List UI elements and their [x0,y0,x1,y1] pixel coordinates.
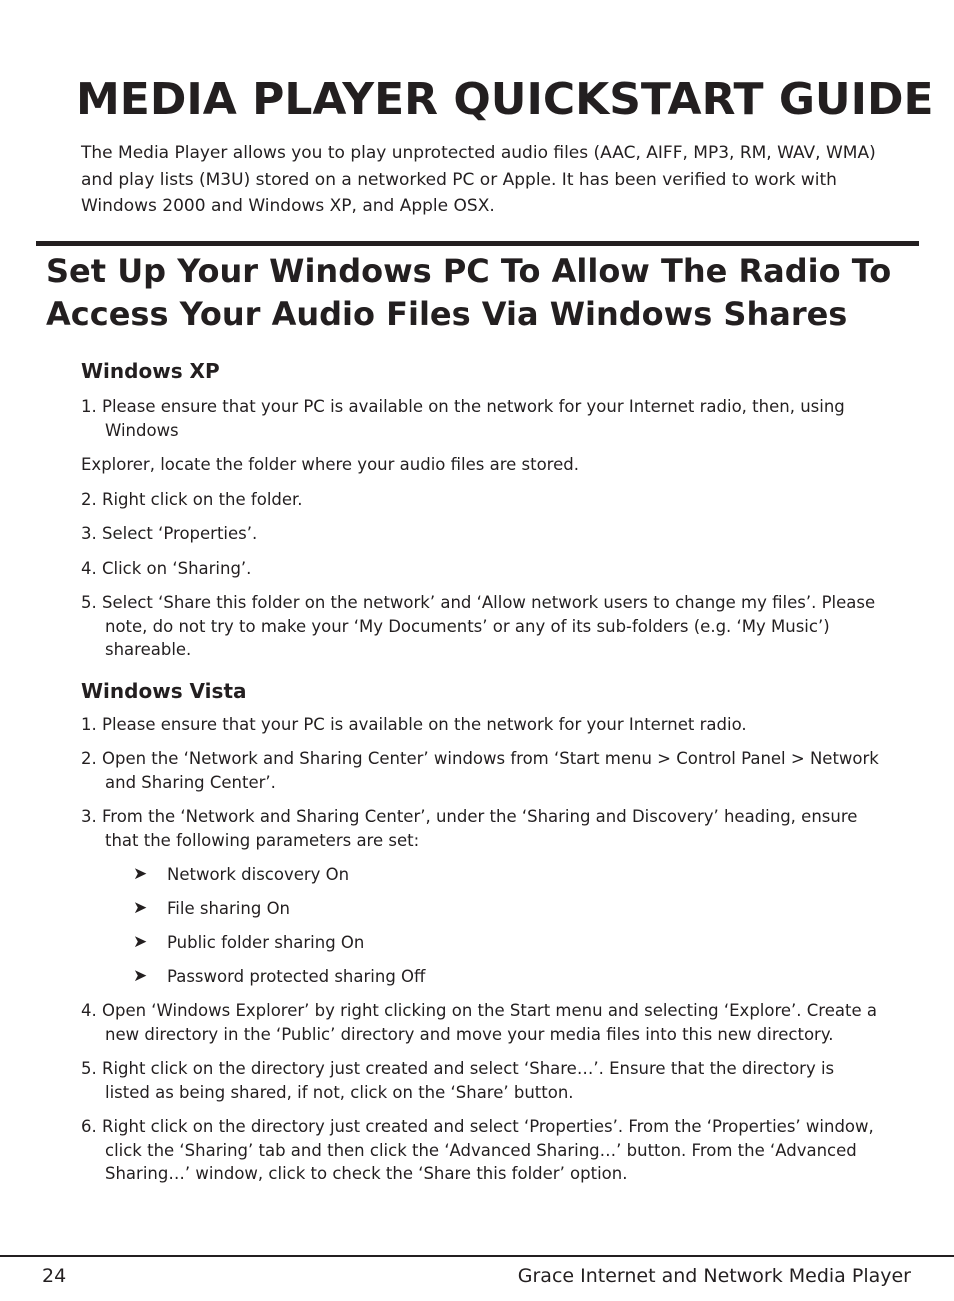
arrow-bullet-icon: ➤ [133,864,148,884]
intro-paragraph: The Media Player allows you to play unprotected audio files (AAC, AIFF, MP3, RM, WAV, WMA) and play lists (M3U) stored on a networked PC or Apple. It has been verified to work with Windows 2000 and Windows XP, and Apple OSX. [81,143,876,216]
vista-step-1: 1. Please ensure that your PC is available on the network for your Internet radio. [81,714,747,734]
section-title: Set Up Your Windows PC To Allow The Radio To Access Your Audio Files Via Windows Shares [46,252,892,333]
page-title: MEDIA PLAYER QUICKSTART GUIDE [76,74,934,125]
vista-step-5: 5. Right click on the directory just created and select ‘Share…’. Ensure that the directory is listed as being shared, if not, click on the ‘Share’ button. [81,1059,835,1102]
vista-step-6: 6. Right click on the directory just created and select ‘Properties’. From the ‘Properties’ window, click the ‘Sharing’ tab and then click the ‘Advanced Sharing…’ button. From the ‘Advanced Sharing…’ window, click to check the ‘Share this folder’ option. [81,1117,874,1183]
sharing-parameters-list [81,863,881,989]
list-item [81,897,881,921]
list-item [81,965,881,989]
content-body [81,356,881,1197]
list-item [81,863,881,887]
bullet-text: Network discovery On [167,865,350,884]
xp-step-1-cont: Explorer, locate the folder where your audio files are stored. [81,455,579,474]
footer-title: Grace Internet and Network Media Player [517,1265,911,1287]
bullet-text: File sharing On [167,899,291,918]
vista-step-2: 2. Open the ‘Network and Sharing Center’ windows from ‘Start menu > Control Panel > Network and Sharing Center’. [81,749,879,792]
xp-step-3: 3. Select ‘Properties’. [81,524,258,543]
page-number: 24 [42,1265,67,1287]
arrow-bullet-icon: ➤ [133,932,148,952]
xp-step-4: 4. Click on ‘Sharing’. [81,558,252,578]
bullet-text: Public folder sharing On [167,933,365,952]
arrow-bullet-icon: ➤ [133,966,148,986]
windows-xp-heading: Windows XP [81,359,220,383]
vista-step-3: 3. From the ‘Network and Sharing Center’, under the ‘Sharing and Discovery’ heading, ensure that the following parameters are set: [81,807,858,850]
arrow-bullet-icon: ➤ [133,898,148,918]
list-item [81,931,881,955]
xp-step-1: 1. Please ensure that your PC is available on the network for your Internet radio, then, using Windows [81,397,845,440]
bullet-text: Password protected sharing Off [167,967,426,986]
xp-step-5: 5. Select ‘Share this folder on the network’ and ‘Allow network users to change my files’. Please note, do not try to make your ‘My Documents’ or any of its sub-folders (e.g. ‘My Music’) shareable. [81,593,876,659]
xp-step-2: 2. Right click on the folder. [81,489,303,509]
vista-step-4: 4. Open ‘Windows Explorer’ by right clicking on the Start menu and selecting ‘Explore’. Create a new directory in the ‘Public’ directory and move your media files into this new directory. [81,1001,877,1044]
footer-divider [0,1255,954,1257]
windows-vista-heading: Windows Vista [81,678,247,703]
section-divider [36,241,919,246]
